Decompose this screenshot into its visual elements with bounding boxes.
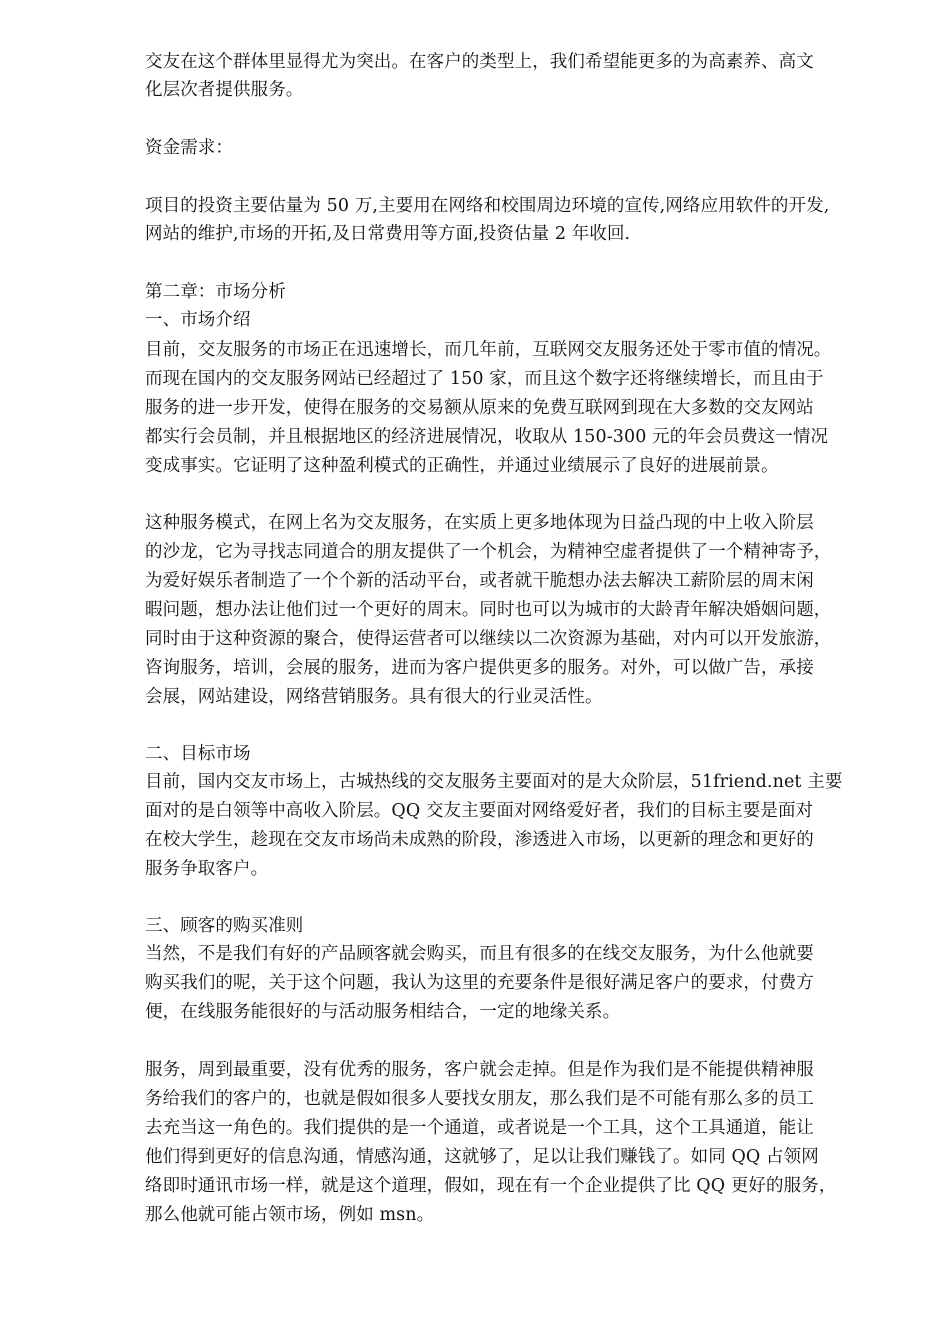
text-line: 的沙龙，它为寻找志同道合的朋友提供了一个机会，为精神空虚者提供了一个精神寄予，	[145, 542, 832, 562]
text-line: 变成事实。它证明了这种盈利模式的正确性，并通过业绩展示了良好的进展前景。	[145, 456, 779, 476]
text-line: 为爱好娱乐者制造了一个个新的活动平台，或者就干脆想办法去解决工薪阶层的周末闲	[145, 571, 814, 591]
text-line: 购买我们的呢，关于这个问题，我认为这里的充要条件是很好满足客户的要求，付费方	[145, 973, 814, 993]
text-line: 目前，国内交友市场上，古城热线的交友服务主要面对的是大众阶层，51friend.net 主要	[145, 772, 843, 792]
text-line: 络即时通讯市场一样，就是这个道理，假如，现在有一个企业提供了比 QQ 更好的服务，	[145, 1176, 837, 1196]
text-line: 同时由于这种资源的聚合，使得运营者可以继续以二次资源为基础，对内可以开发旅游，	[145, 629, 832, 649]
text-line: 他们得到更好的信息沟通，情感沟通，这就够了，足以让我们赚钱了。如同 QQ 占领网	[145, 1147, 819, 1167]
text-line: 便，在线服务能很好的与活动服务相结合，一定的地缘关系。	[145, 1002, 621, 1022]
text-line: 去充当这一角色的。我们提供的是一个通道，或者说是一个工具，这个工具通道，能让	[145, 1118, 814, 1138]
text-line: 服务的进一步开发，使得在服务的交易额从原来的免费互联网到现在大多数的交友网站	[145, 398, 814, 418]
section-heading: 三、顾客的购买准则	[145, 916, 304, 936]
text-line: 网站的维护,市场的开拓,及日常费用等方面,投资估量 2 年收回.	[145, 224, 631, 244]
text-line: 在校大学生，趁现在交友市场尚未成熟的阶段，渗透进入市场，以更新的理念和更好的	[145, 830, 814, 850]
text-line: 那么他就可能占领市场，例如 msn。	[145, 1205, 435, 1225]
section-heading: 二、目标市场	[145, 744, 251, 764]
text-line: 会展，网站建设，网络营销服务。具有很大的行业灵活性。	[145, 687, 603, 707]
section-heading: 一、市场介绍	[145, 310, 251, 330]
text-line: 交友在这个群体里显得尤为突出。在客户的类型上，我们希望能更多的为高素养、高文	[145, 52, 814, 72]
text-line: 服务争取客户。	[145, 859, 269, 879]
text-line: 化层次者提供服务。	[145, 80, 304, 100]
text-line: 暇问题，想办法让他们过一个更好的周末。同时也可以为城市的大龄青年解决婚姻问题，	[145, 600, 832, 620]
text-line: 当然，不是我们有好的产品顾客就会购买，而且有很多的在线交友服务，为什么他就要	[145, 944, 814, 964]
text-line: 面对的是白领等中高收入阶层。QQ 交友主要面对网络爱好者，我们的目标主要是面对	[145, 801, 814, 821]
text-line: 咨询服务，培训，会展的服务，进而为客户提供更多的服务。对外，可以做广告，承接	[145, 658, 814, 678]
text-line: 项目的投资主要估量为 50 万,主要用在网络和校围周边环境的宣传,网络应用软件的开发,	[145, 196, 830, 216]
text-line: 服务，周到最重要，没有优秀的服务，客户就会走掉。但是作为我们是不能提供精神服	[145, 1060, 814, 1080]
text-line: 这种服务模式，在网上名为交友服务，在实质上更多地体现为日益凸现的中上收入阶层	[145, 513, 814, 533]
section-heading: 资金需求：	[145, 138, 233, 158]
text-line: 目前，交友服务的市场正在迅速增长，而几年前，互联网交友服务还处于零市值的情况。	[145, 340, 832, 360]
text-line: 务给我们的客户的，也就是假如很多人要找女朋友，那么我们是不可能有那么多的员工	[145, 1089, 814, 1109]
text-line: 而现在国内的交友服务网站已经超过了 150 家，而且这个数字还将继续增长，而且由于	[145, 369, 824, 389]
text-line: 都实行会员制，并且根据地区的经济进展情况，收取从 150-300 元的年会员费这一情况	[145, 427, 829, 447]
chapter-heading: 第二章：市场分析	[145, 282, 286, 302]
